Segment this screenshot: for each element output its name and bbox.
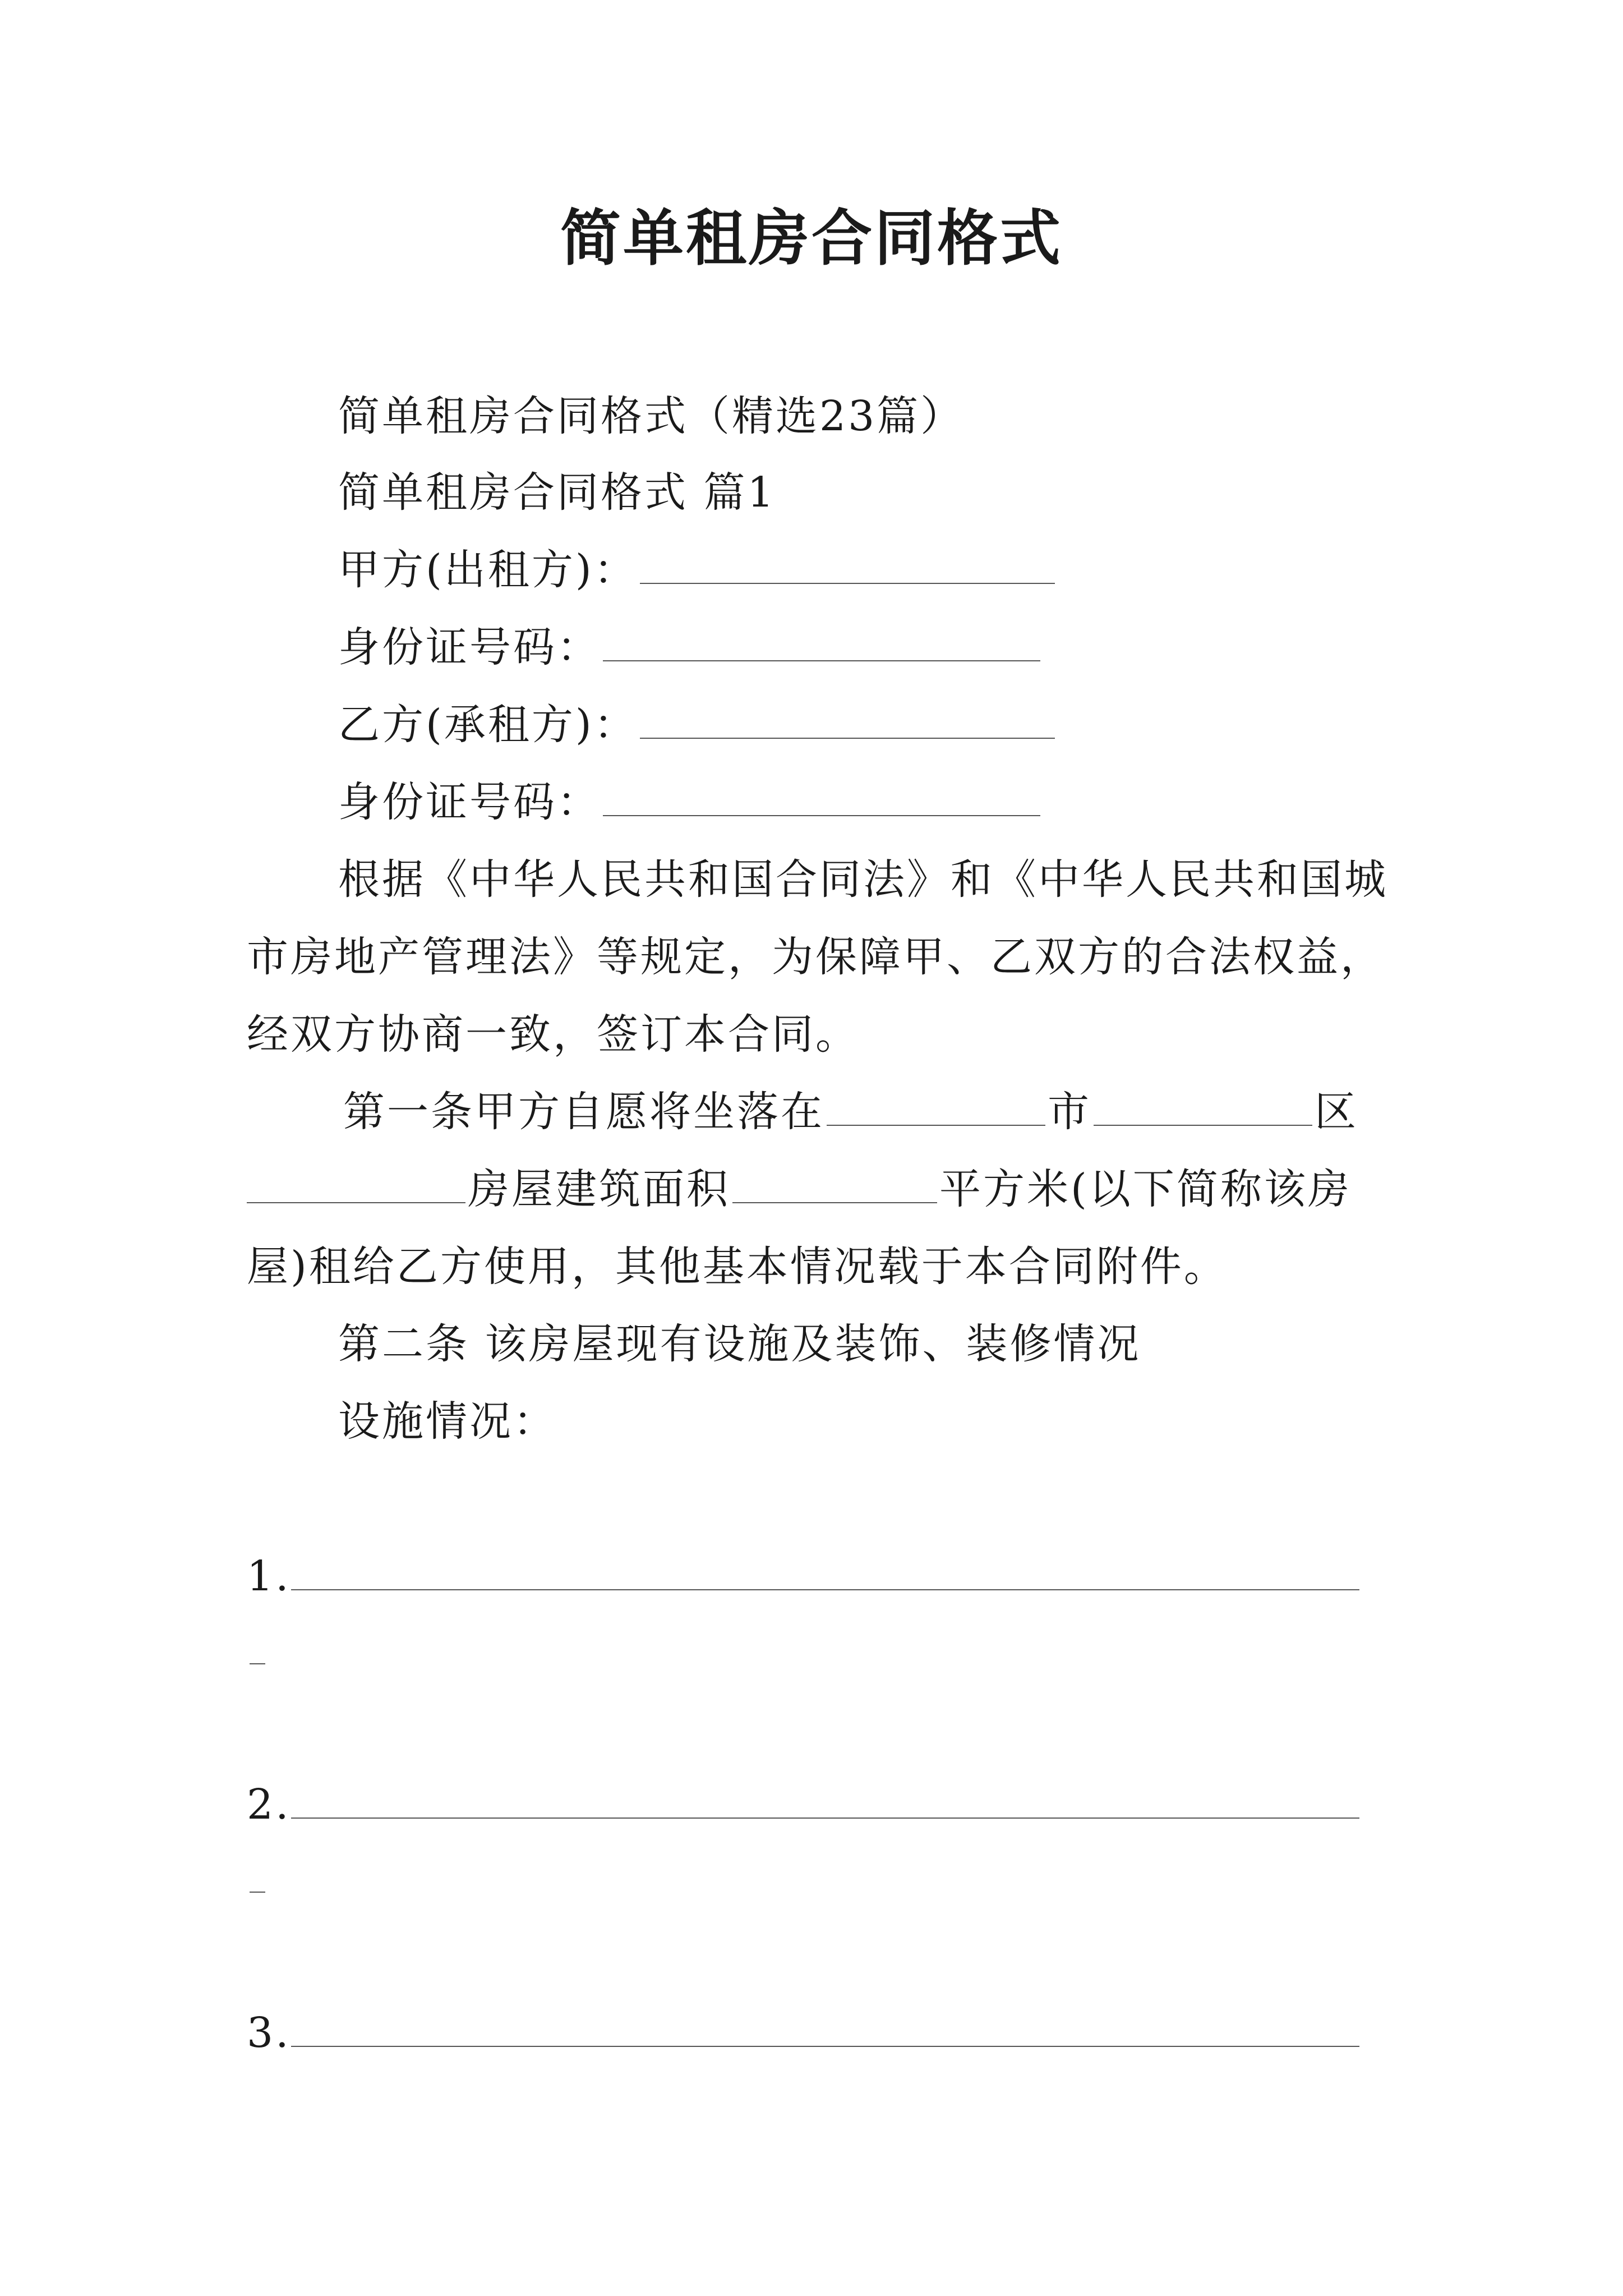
party-b-label: 乙方(承租方)： (338, 701, 638, 749)
section-heading: 简单租房合同格式 篇1 (338, 468, 776, 517)
id-number-blank-2[interactable] (603, 809, 1040, 816)
preamble-line-3: 经双方协商一致，签订本合同。 (247, 1010, 859, 1059)
address-blank[interactable] (247, 1197, 465, 1203)
area-blank[interactable] (732, 1197, 937, 1203)
district-blank[interactable] (1094, 1119, 1312, 1126)
article-1-line-1 (343, 1084, 1358, 1140)
id-number-label-2: 身份证号码： (338, 778, 601, 826)
preamble-line-2: 市房地产管理法》等规定，为保障甲、乙双方的合法权益， (247, 933, 1384, 981)
city-blank[interactable] (827, 1119, 1045, 1126)
document-title: 简单租房合同格式 (560, 203, 1063, 274)
facility-item-2-blank[interactable] (291, 1812, 1359, 1819)
id-number-blank-1[interactable] (603, 655, 1040, 661)
facility-item-1-continuation (250, 1663, 265, 1664)
facility-item-1 (247, 1548, 1362, 1604)
party-a-label: 甲方(出租方)： (338, 546, 638, 594)
facilities-label: 设施情况： (338, 1397, 557, 1446)
facility-item-2-continuation (250, 1892, 265, 1893)
facility-item-3-blank[interactable] (291, 2040, 1359, 2047)
party-b-row (338, 697, 1057, 753)
party-a-blank[interactable] (640, 577, 1055, 584)
facility-item-2-number: 2. (247, 1780, 291, 1829)
party-a-row (338, 542, 1057, 598)
facility-item-1-number: 1. (247, 1552, 291, 1600)
document-subtitle: 简单租房合同格式（精选23篇） (338, 392, 965, 440)
facility-item-1-blank[interactable] (291, 1584, 1359, 1590)
facility-item-2 (247, 1777, 1362, 1833)
id-number-label-1: 身份证号码： (338, 623, 601, 671)
article-1-city: 市 (1048, 1088, 1091, 1136)
article-2: 第二条 该房屋现有设施及装饰、装修情况 (338, 1320, 1141, 1368)
party-b-blank[interactable] (640, 732, 1055, 739)
article-1-area-label: 房屋建筑面积 (468, 1165, 730, 1213)
article-1-line-3: 屋)租给乙方使用，其他基本情况载于本合同附件。 (247, 1243, 1228, 1291)
article-1-district: 区 (1315, 1088, 1358, 1136)
id-number-row-1 (338, 619, 1043, 675)
preamble-line-1: 根据《中华人民共和国合同法》和《中华人民共和国城 (338, 855, 1388, 904)
facility-item-3-number: 3. (247, 2009, 291, 2057)
article-1-unit: 平方米(以下简称该房 (939, 1165, 1352, 1213)
facility-item-3 (247, 2005, 1362, 2061)
article-1-prefix: 第一条甲方自愿将坐落在 (343, 1088, 824, 1136)
id-number-row-2 (338, 774, 1043, 830)
article-1-line-2 (247, 1161, 1352, 1217)
